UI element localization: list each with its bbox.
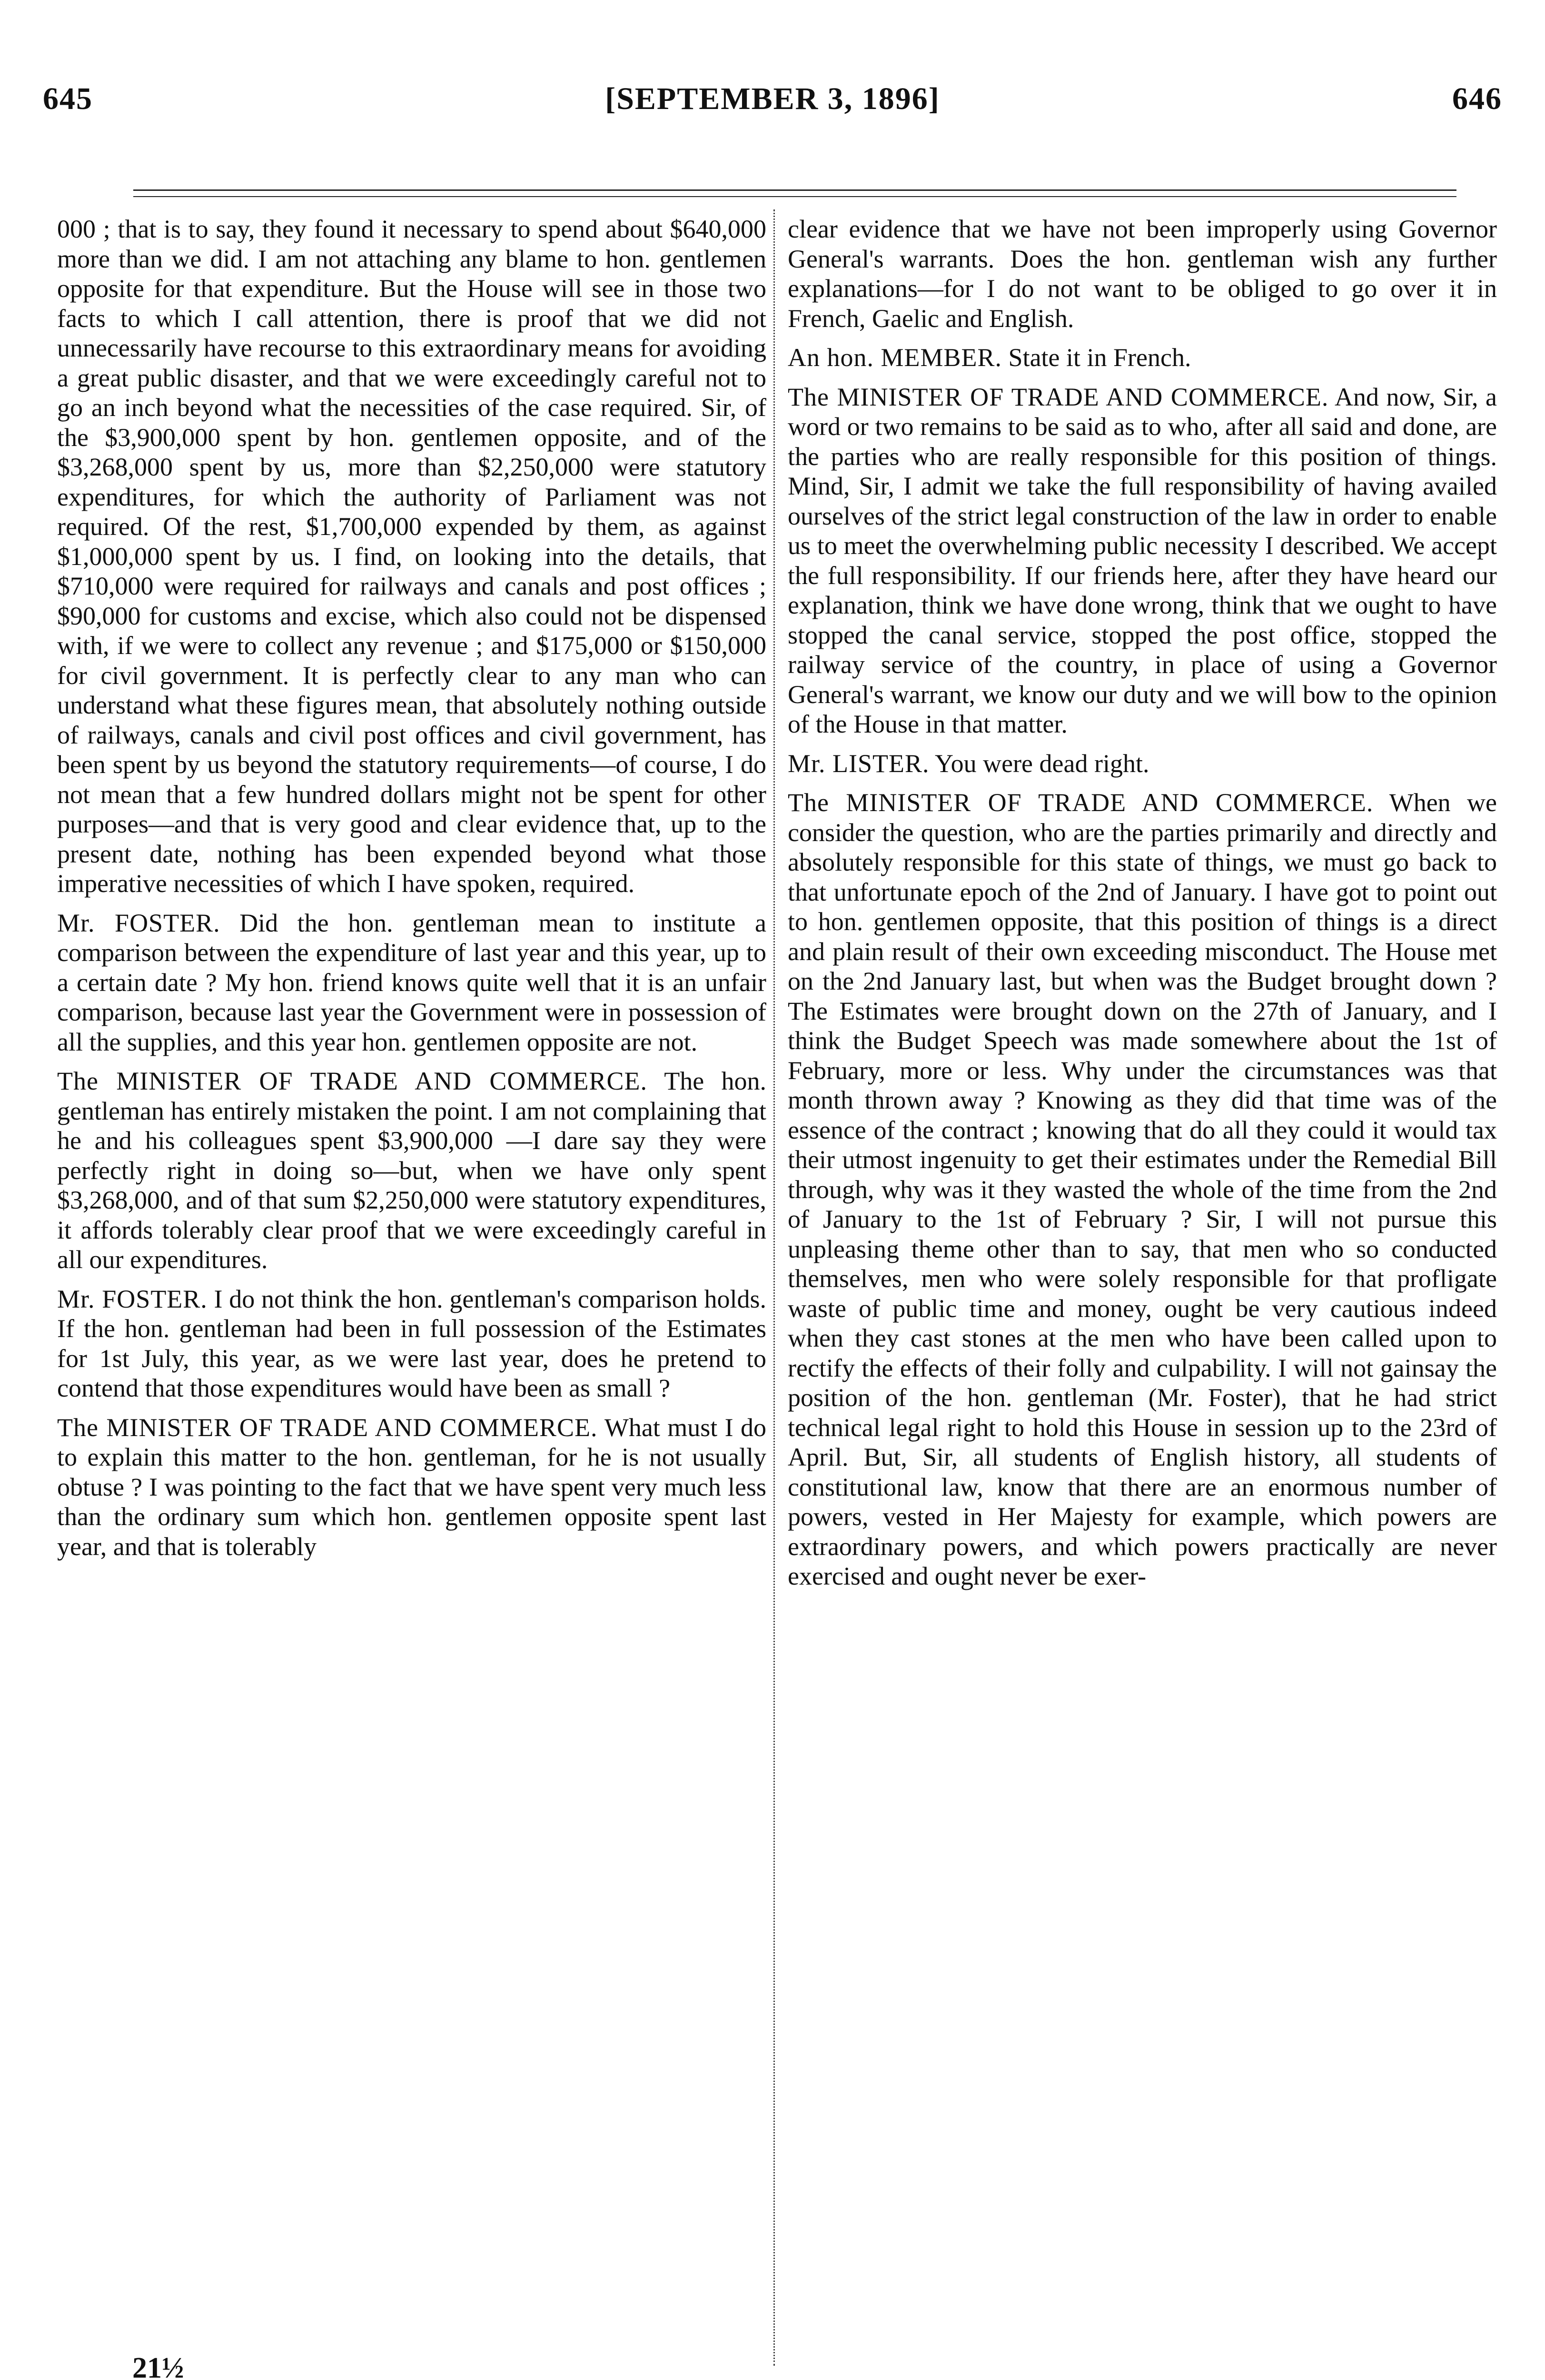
paragraph-text: State it in French. <box>1008 343 1191 372</box>
paragraph-text: Did the hon. gentleman mean to institute a comparison between the expenditure of last year and this year, up to a certain date ? My hon. friend knows quite well that it is an unfair comparison, because last year the Government were in possession of all the supplies, and this year hon. gentlemen opposite are not. <box>57 908 766 1056</box>
paragraph-text: The hon. gentleman has entirely mistaken the point. I am not complaining that he and his colleagues spent $3,900,000 —I dare say they were perfectly right in doing so—but, when we have only spent $3,268,000, and of that sum $2,250,000 were statutory expenditures, it affords tolerably clear proof that we were exceedingly careful in all our expenditures. <box>57 1067 766 1274</box>
speaker-name: The MINISTER OF TRADE AND COMMERCE. <box>788 382 1329 411</box>
paragraph <box>788 382 1497 739</box>
paragraph <box>788 749 1497 779</box>
left-column <box>57 214 766 2318</box>
paragraph-text: I do not think the hon. gentleman's comparison holds. If the hon. gentleman had been in full possession of the Estimates for 1st July, this year, as we were last year, does he pretend to contend that those expenditures would have been as small ? <box>57 1284 766 1402</box>
speaker-name: The MINISTER OF TRADE AND COMMERCE. <box>57 1413 598 1442</box>
speaker-name: An hon. MEMBER. <box>788 343 1002 372</box>
page-number-left: 645 <box>43 81 93 116</box>
header-rule <box>133 189 1456 191</box>
page-header <box>43 81 1502 133</box>
column-divider <box>773 209 775 2366</box>
right-column <box>788 214 1497 2318</box>
speaker-name: The MINISTER OF TRADE AND COMMERCE. <box>788 788 1374 817</box>
speaker-name: The MINISTER OF TRADE AND COMMERCE. <box>57 1067 647 1095</box>
paragraph <box>788 214 1497 333</box>
page-number-right: 646 <box>1452 81 1502 116</box>
paragraph-text: 000 ; that is to say, they found it necessary to spend about $640,000 more than we did. I am not attaching any blame to hon. gentlemen opposite for that expenditure. But the House will see in those two facts to which I call attention, there is proof that we did not unnecessarily have recourse to this extraordinary means for avoiding a great public disaster, and that we were exceedingly careful not to go an inch beyond what the necessities of the case required. Sir, of the $3,900,000 spent by hon. gentlemen opposite, and of the $3,268,000 spent by us, more than $2,250,000 were statutory expenditures, for which the authority of Parliament was not required. Of the rest, $1,700,000 expended by them, as against $1,000,000 spent by us. I find, on looking into the details, that $710,000 were required for railways and canals and post offices ; $90,000 for customs and excise, which also could not be dispensed with, if we were to collect any revenue ; and $175,000 or $150,000 for civil government. It is perfectly clear to any man who can understand what these figures mean, that absolutely nothing outside of railways, canals and civil post offices and civil government, has been spent by us beyond the statutory requirements—of course, I do not mean that a few hundred dollars might not be spent for other purposes—and that is very good and clear evidence that, up to the present date, nothing has been expended beyond what those imperative necessities of which I have spoken, required. <box>57 215 766 898</box>
paragraph-text: What must I do to explain this matter to the hon. gentleman, for he is not usually obtuse ? I was pointing to the fact that we have spent very much less than the ordinary sum which hon. gentlemen opposite spent last year, and that is tolerably <box>57 1413 766 1561</box>
speaker-name: Mr. FOSTER. <box>57 908 220 937</box>
paragraph <box>57 1066 766 1275</box>
paragraph-text: When we consider the question, who are the parties primarily and directly and absolutely responsible for this state of things, we must go back to that unfortunate epoch of the 2nd of January. I have got to point out to hon. gentlemen opposite, that this position of things is a direct and plain result of their own exceeding misconduct. The House met on the 2nd January last, but when was the Budget brought down ? The Estimates were brought down on the 27th of January, and I think the Budget Speech was made somewhere about the 1st of February, more or less. Why under the circumstances was that month thrown away ? Knowing as they did that time was of the essence of the contract ; knowing that do all they could it would tax their utmost ingenuity to get their estimates under the Remedial Bill through, why was it they wasted the whole of the time from the 2nd of January to the 1st of February ? Sir, I will not pursue this unpleasing theme other than to say, that men who so conducted themselves, men who were solely responsible for that profligate waste of public time and money, ought be very cautious indeed when they cast stones at the men who have been called upon to rectify the effects of their folly and culpability. I will not gainsay the position of the hon. gentleman (Mr. Foster), that he had strict technical legal right to hold this House in session up to the 23rd of April. But, Sir, all students of English history, all students of constitutional law, know that there are an enormous number of powers, vested in Her Majesty for example, which powers are extraordinary powers, and which powers practically are never exercised and ought never be exer- <box>788 788 1497 1590</box>
paragraph <box>57 214 766 899</box>
paragraph <box>788 788 1497 1591</box>
speaker-name: Mr. FOSTER. <box>57 1284 208 1313</box>
paragraph-text: And now, Sir, a word or two remains to be said as to who, after all said and done, are the parties who are really responsible for this position of things. Mind, Sir, I admit we take the full responsibility of having availed ourselves of the strict legal construction of the law in order to enable us to meet the overwhelming public necessity I described. We accept the full responsibility. If our friends here, after they have heard our explanation, think we have done wrong, think that we ought to have stopped the canal service, stopped the post office, stopped the railway service of the country, in place of using a Governor General's warrant, we know our duty and we will bow to the opinion of the House in that matter. <box>788 382 1497 738</box>
signature-folio: 21½ <box>132 2352 184 2380</box>
paragraph <box>57 908 766 1057</box>
paragraph-text: clear evidence that we have not been improperly using Governor General's warrants. Does the hon. gentleman wish any further explanations—for I do not want to be obliged to go over it in French, Gaelic and English. <box>788 215 1497 333</box>
speaker-name: Mr. LISTER. <box>788 749 930 778</box>
header-date: [SEPTEMBER 3, 1896] <box>605 81 940 116</box>
paragraph <box>57 1284 766 1403</box>
paragraph <box>57 1413 766 1562</box>
paragraph <box>788 343 1497 373</box>
header-rule-thin <box>133 196 1456 197</box>
paragraph-text: You were dead right. <box>935 749 1149 778</box>
